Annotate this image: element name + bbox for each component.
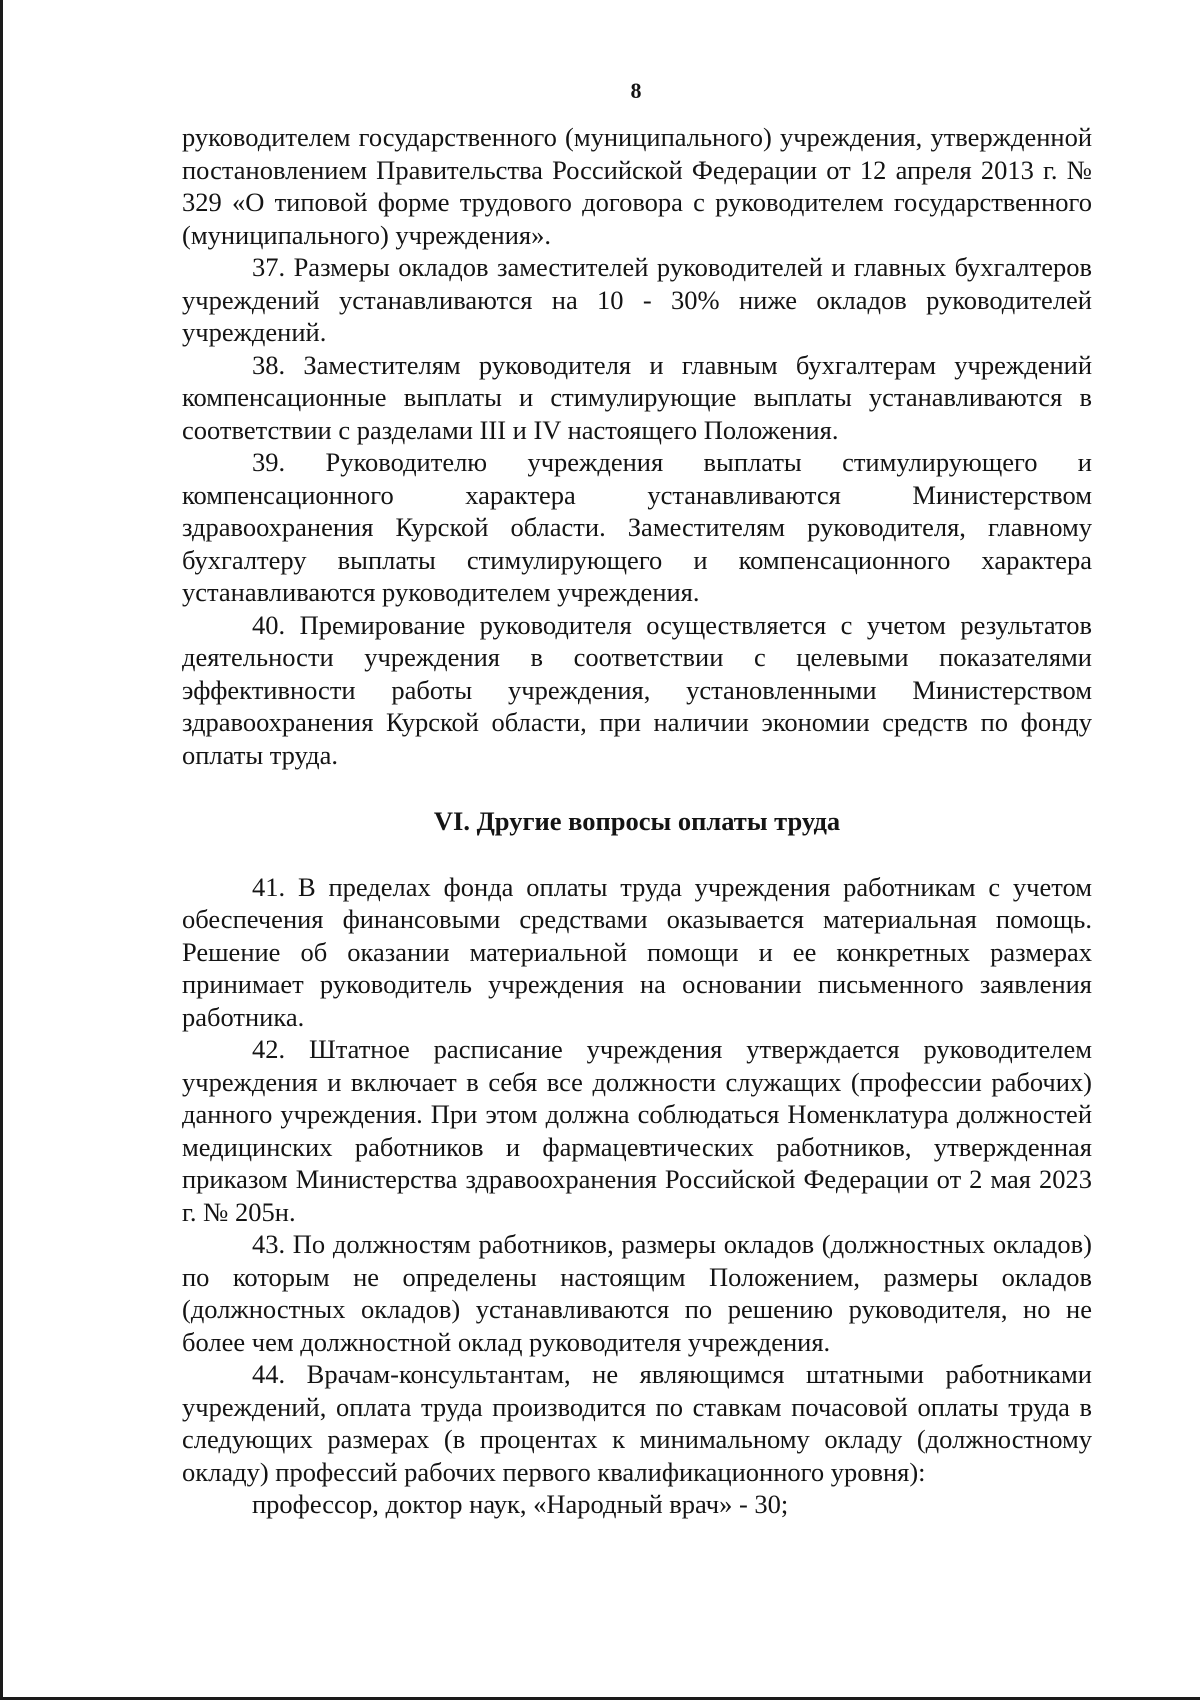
paragraph-38: 38. Заместителям руководителя и главным бухгалтерам учреждений компенсационные выплаты и стимулирующие выплаты устанавливаются в соответствии с разделами III и IV настоящего Положения. <box>182 349 1092 445</box>
paragraph-41: 41. В пределах фонда оплаты труда учреждения работникам с учетом обеспечения финансовыми средствами оказывается материальная помощь. Решение об оказании материальной помощи и ее конкретных размерах принимает руководитель учреждения на основании письменного заявления работника. <box>182 871 1092 1032</box>
paragraph-39: 39. Руководителю учреждения выплаты стимулирующего и компенсационного характера устанавливаются Министерством здравоохранения Курской области. Заместителям руководителя, главному бухгалтеру выплаты стимулирующего и компенсационного характера устанавливаются руководителем учреждения. <box>182 447 1092 607</box>
section-heading: VI. Другие вопросы оплаты труда <box>433 806 841 836</box>
paragraph-43: 43. По должностям работников, размеры окладов (должностных окладов) по которым не определены настоящим Положением, размеры окладов (должностных окладов) устанавливаются по решению руководителя, но не более чем должностной оклад руководителя учреждения. <box>182 1229 1092 1357</box>
page-number: 8 <box>630 78 642 103</box>
document-body <box>182 121 1092 1521</box>
paragraph-continuation: руководителем государственного (муниципального) учреждения, утвержденной постановлением Правительства Российской Федерации от 12 апреля 2013 г. № 329 «О типовой форме трудового договора с руководителем государственного (муниципального) учреждения». <box>182 122 1092 250</box>
list-item-professor: профессор, доктор наук, «Народный врач» - 30; <box>252 1489 789 1519</box>
paragraph-40: 40. Премирование руководителя осуществляется с учетом результатов деятельности учреждения в соответствии с целевыми показателями эффективности работы учреждения, установленными Министерством здравоохранения Курской области, при наличии экономии средств по фонду оплаты труда. <box>182 609 1092 770</box>
paragraph-42: 42. Штатное расписание учреждения утверждается руководителем учреждения и включает в себя все должности служащих (профессии рабочих) данного учреждения. При этом должна соблюдаться Номенклатура должностей медицинских работников и фармацевтических работников, утвержденная приказом Министерства здравоохранения Российской Федерации от 2 мая 2023 г. № 205н. <box>182 1034 1092 1227</box>
paragraph-37: 37. Размеры окладов заместителей руководителей и главных бухгалтеров учреждений устанавливаются на 10 - 30% ниже окладов руководителей учреждений. <box>182 252 1092 347</box>
scan-edge-left <box>0 0 3 1700</box>
paragraph-44: 44. Врачам-консультантам, не являющимся штатными работниками учреждений, оплата труда производится по ставкам почасовой оплаты труда в следующих размерах (в процентах к минимальному окладу (должностному окладу) профессий рабочих первого квалификационного уровня): <box>182 1359 1092 1487</box>
